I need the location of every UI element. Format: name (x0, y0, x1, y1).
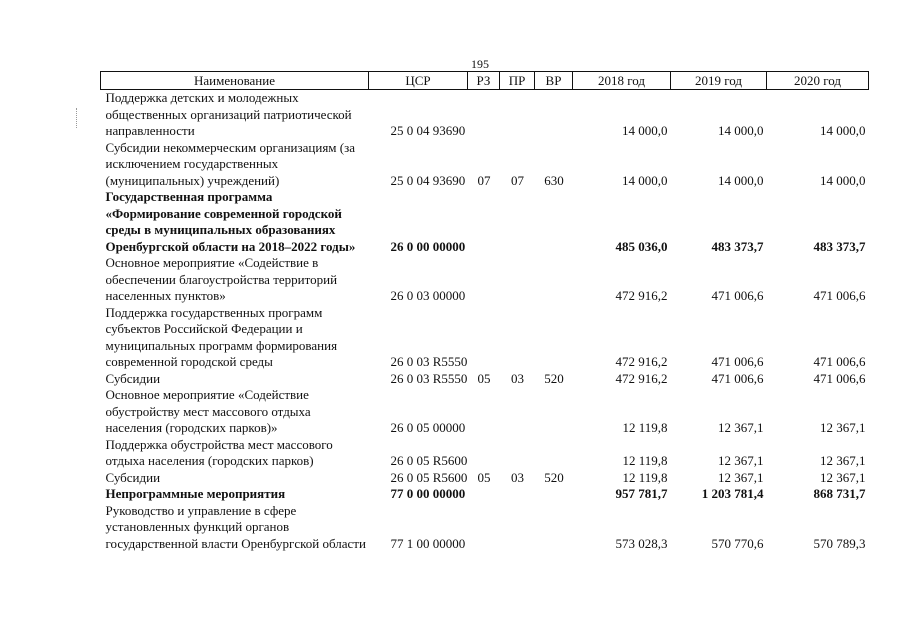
row-value-2020: 14 000,0 (820, 123, 866, 138)
row-name: Субсидии (105, 370, 161, 386)
row-value-2018: 12 119,8 (622, 420, 668, 435)
table-row (101, 305, 869, 371)
row-value-2020: 483 373,7 (813, 238, 866, 254)
row-vr (535, 189, 573, 255)
row-vr (535, 503, 573, 553)
table-row (101, 503, 869, 553)
row-csr: 25 0 04 93690 (390, 123, 466, 138)
row-name: Основное мероприятие «Содействие в обеспечении благоустройства территорий населенных пунктов» (105, 255, 338, 303)
row-value-2018: 472 916,2 (615, 288, 668, 303)
row-value-2019: 570 770,6 (711, 535, 764, 551)
row-value-2018: 12 119,8 (622, 453, 668, 468)
row-rz (468, 503, 500, 553)
table-header-row (101, 72, 869, 90)
table-row (101, 371, 869, 388)
row-value-2020: 868 731,7 (813, 486, 866, 501)
row-value-2019: 1 203 781,4 (701, 486, 764, 501)
row-pr: 03 (511, 370, 524, 386)
header-rz: РЗ (468, 72, 500, 90)
row-value-2018: 14 000,0 (622, 172, 668, 188)
row-pr: 07 (511, 172, 524, 188)
row-pr (500, 503, 535, 553)
row-rz: 07 (477, 172, 491, 188)
table-row (101, 90, 869, 140)
row-value-2020: 471 006,6 (813, 354, 866, 369)
row-pr (500, 305, 535, 371)
row-name: Руководство и управление в сфере установленных функций органов государственной власти Оренбургской области (105, 502, 366, 551)
row-csr: 26 0 03 00000 (390, 288, 466, 303)
table-row (101, 189, 869, 255)
page-number: 195 (471, 57, 489, 71)
row-csr: 26 0 05 R5600 (390, 469, 468, 485)
row-vr (535, 255, 573, 305)
row-value-2020: 12 367,1 (820, 420, 866, 435)
header-2020: 2020 год (767, 72, 869, 90)
row-rz (468, 90, 500, 140)
row-vr (535, 387, 573, 437)
row-pr (500, 90, 535, 140)
row-rz: 05 (477, 469, 491, 485)
row-csr: 26 0 05 R5600 (390, 453, 468, 468)
header-pr: ПР (500, 72, 535, 90)
row-csr: 26 0 03 R5550 (390, 370, 468, 386)
row-rz (468, 486, 500, 503)
row-name: Субсидии некоммерческим организациям (за исключением государственных (муниципальных) учреждений) (105, 139, 356, 188)
budget-table (100, 71, 869, 552)
table-row (101, 470, 869, 487)
row-value-2020: 14 000,0 (820, 172, 866, 188)
row-name: Основное мероприятие «Содействие обустройству мест массового отдыха населения (городских парков)» (105, 387, 311, 435)
row-pr (500, 486, 535, 503)
row-value-2018: 14 000,0 (622, 123, 668, 138)
table-row (101, 387, 869, 437)
row-csr: 77 0 00 00000 (390, 486, 466, 501)
header-2018: 2018 год (573, 72, 671, 90)
row-value-2020: 471 006,6 (813, 370, 866, 386)
row-value-2018: 472 916,2 (615, 354, 668, 369)
row-value-2020: 12 367,1 (820, 469, 866, 485)
row-value-2019: 471 006,6 (711, 354, 764, 369)
row-name: Субсидии (105, 469, 161, 485)
row-rz (468, 189, 500, 255)
row-vr (535, 486, 573, 503)
row-value-2019: 471 006,6 (711, 370, 764, 386)
row-pr (500, 255, 535, 305)
row-value-2018: 957 781,7 (615, 486, 668, 501)
row-vr: 520 (544, 370, 564, 386)
row-value-2020: 570 789,3 (813, 535, 866, 551)
row-name: Поддержка детских и молодежных общественных организаций патриотической направленности (105, 90, 352, 138)
row-rz (468, 255, 500, 305)
row-vr (535, 90, 573, 140)
table-row (101, 486, 869, 503)
row-value-2020: 471 006,6 (813, 288, 866, 303)
header-2019: 2019 год (671, 72, 767, 90)
table-row (101, 140, 869, 190)
row-vr (535, 305, 573, 371)
row-value-2018: 485 036,0 (615, 238, 668, 254)
row-name: Непрограммные мероприятия (105, 486, 286, 501)
header-csr: ЦСР (369, 72, 468, 90)
row-name: Поддержка обустройства мест массового отдыха населения (городских парков) (105, 436, 333, 468)
table-row (101, 255, 869, 305)
row-value-2019: 12 367,1 (718, 469, 764, 485)
row-pr (500, 189, 535, 255)
header-vr: ВР (535, 72, 573, 90)
row-pr (500, 387, 535, 437)
table-body (101, 90, 869, 553)
row-csr: 77 1 00 00000 (390, 535, 466, 551)
row-value-2019: 12 367,1 (718, 420, 764, 435)
row-name: Поддержка государственных программ субъектов Российской Федерации и муниципальных программ формирования современной городской среды (105, 304, 338, 369)
row-csr: 26 0 05 00000 (390, 420, 466, 435)
row-value-2019: 471 006,6 (711, 288, 764, 303)
row-value-2019: 12 367,1 (718, 453, 764, 468)
header-name: Наименование (101, 72, 369, 90)
row-name: Государственная программа «Формирование современной городской среды в муниципальных образованиях Оренбургской области на 2018–2022 годы» (105, 189, 356, 254)
table-row (101, 437, 869, 470)
row-csr: 26 0 03 R5550 (390, 354, 468, 369)
row-rz (468, 437, 500, 470)
row-value-2018: 573 028,3 (615, 535, 668, 551)
row-value-2018: 12 119,8 (622, 469, 668, 485)
row-value-2019: 483 373,7 (711, 238, 764, 254)
row-csr: 25 0 04 93690 (390, 172, 466, 188)
row-rz (468, 387, 500, 437)
row-vr (535, 437, 573, 470)
row-rz (468, 305, 500, 371)
row-pr: 03 (511, 469, 524, 485)
row-pr (500, 437, 535, 470)
row-value-2019: 14 000,0 (718, 123, 764, 138)
row-value-2019: 14 000,0 (718, 172, 764, 188)
margin-mark (76, 108, 79, 128)
row-value-2018: 472 916,2 (615, 370, 668, 386)
row-value-2020: 12 367,1 (820, 453, 866, 468)
row-rz: 05 (477, 370, 491, 386)
row-vr: 520 (544, 469, 564, 485)
row-vr: 630 (544, 172, 564, 188)
row-csr: 26 0 00 00000 (390, 238, 466, 254)
